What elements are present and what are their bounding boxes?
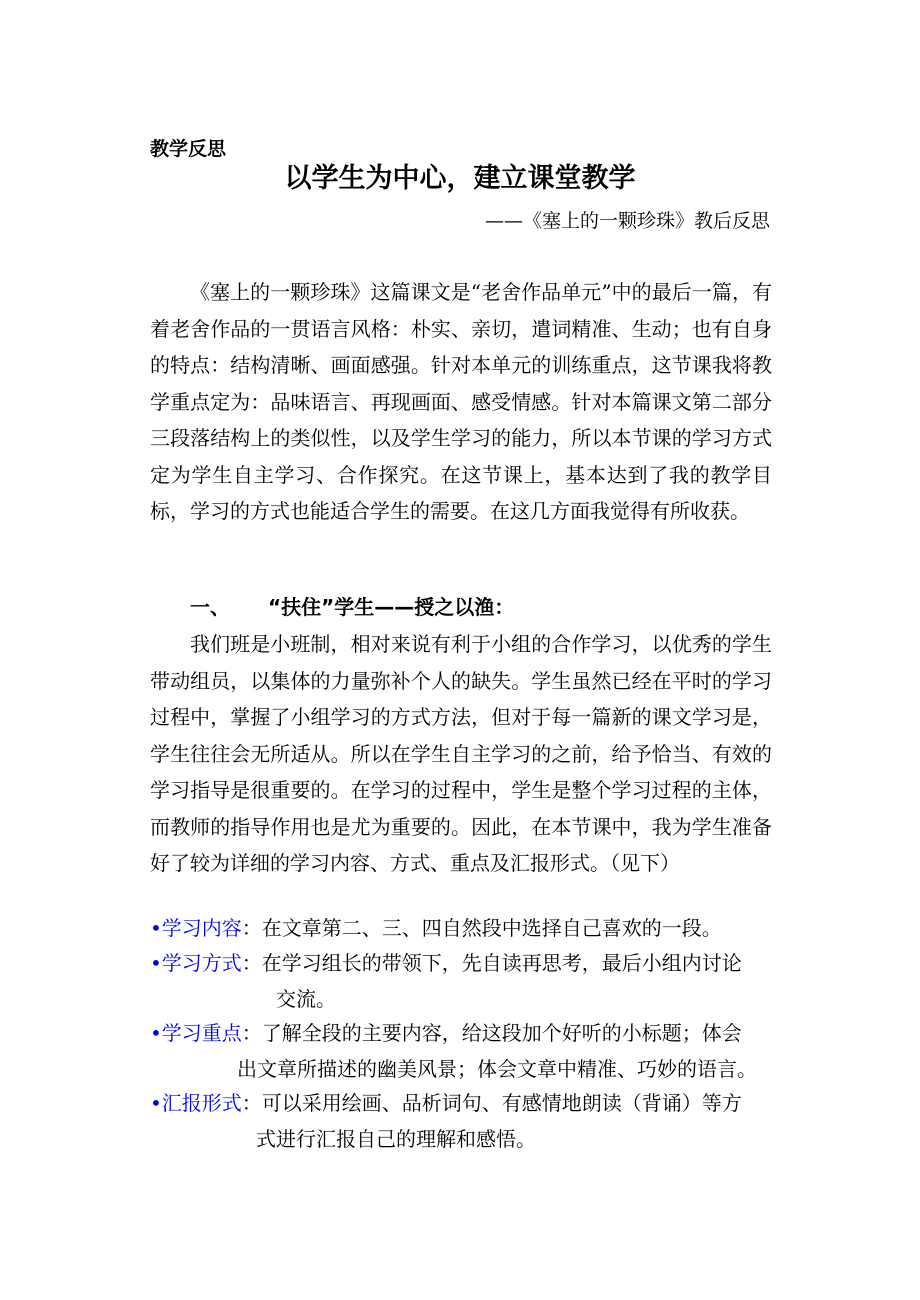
list-item [150, 1015, 775, 1087]
item-key: 学习内容 [161, 916, 242, 940]
intro-paragraph: 《塞上的一颗珍珠》这篇课文是“老舍作品单元”中的最后一篇，有着老舍作品的一贯语言风格：朴实、亲切，遣词精准、生动；也有自身的特点：结构清晰、画面感强。针对本单元的训练重点，这节课我将教学重点定为：品味语言、再现画面、感受情感。针对本篇课文第二部分三段落结构上的类似性，以及学生学习的能力，所以本节课的学习方式定为学生自主学习、合作探究。在这节课上，基本达到了我的教学目标，学习的方式也能适合学生的需要。在这几方面我觉得有所收获。 [150, 280, 772, 523]
section-heading-text: “扶住”学生——授之以渔： [268, 595, 515, 619]
item-text-continued: 式进行汇报自己的理解和感悟。 [256, 1127, 536, 1151]
section-number: 一、 [190, 595, 230, 619]
section-body-paragraph: 我们班是小班制，相对来说有利于小组的合作学习，以优秀的学生带动组员，以集体的力量弥补个人的缺失。学生虽然已经在平时的学习过程中，掌握了小组学习的方式方法，但对于每一篇新的课文学习是，学生往往会无所适从。所以在学生自主学习的之前，给予恰当、有效的学习指导是很重要的。在学习的过程中，学生是整个学习过程的主体，而教师的指导作用也是尤为重要的。因此，在本节课中，我为学生准备好了较为详细的学习内容、方式、重点及汇报形式。（见下） [150, 632, 772, 875]
item-separator: ： [241, 916, 262, 940]
item-separator: ： [241, 951, 262, 975]
list-item [150, 945, 775, 1017]
item-separator: ： [241, 1021, 262, 1045]
item-key: 学习方式 [161, 951, 242, 975]
item-text: 在文章第二、三、四自然段中选择自己喜欢的一段。 [261, 916, 722, 940]
item-text: 了解全段的主要内容，给这段加个好听的小标题；体会 [261, 1021, 742, 1045]
item-text: 在学习组长的带领下，先自读再思考，最后小组内讨论 [261, 951, 742, 975]
document-title: 以学生为中心，建立课堂教学 [284, 163, 636, 194]
item-bullet: • [150, 1021, 162, 1045]
item-text: 可以采用绘画、品析词句、有感情地朗读（背诵）等方 [261, 1091, 742, 1115]
item-bullet: • [150, 951, 162, 975]
section-heading [190, 592, 514, 622]
list-item [150, 1085, 775, 1157]
item-text-continued: 出文章所描述的幽美风景；体会文章中精准、巧妙的语言。 [237, 1057, 757, 1081]
document-subtitle: ——《塞上的一颗珍珠》教后反思 [484, 210, 770, 232]
list-item [150, 910, 775, 946]
item-text-continued: 交流。 [276, 987, 336, 1011]
item-bullet: • [150, 916, 162, 940]
item-separator: ： [241, 1091, 262, 1115]
item-key: 学习重点 [161, 1021, 242, 1045]
document-label: 教学反思 [150, 138, 227, 160]
item-bullet: • [150, 1091, 162, 1115]
item-key: 汇报形式 [161, 1091, 242, 1115]
